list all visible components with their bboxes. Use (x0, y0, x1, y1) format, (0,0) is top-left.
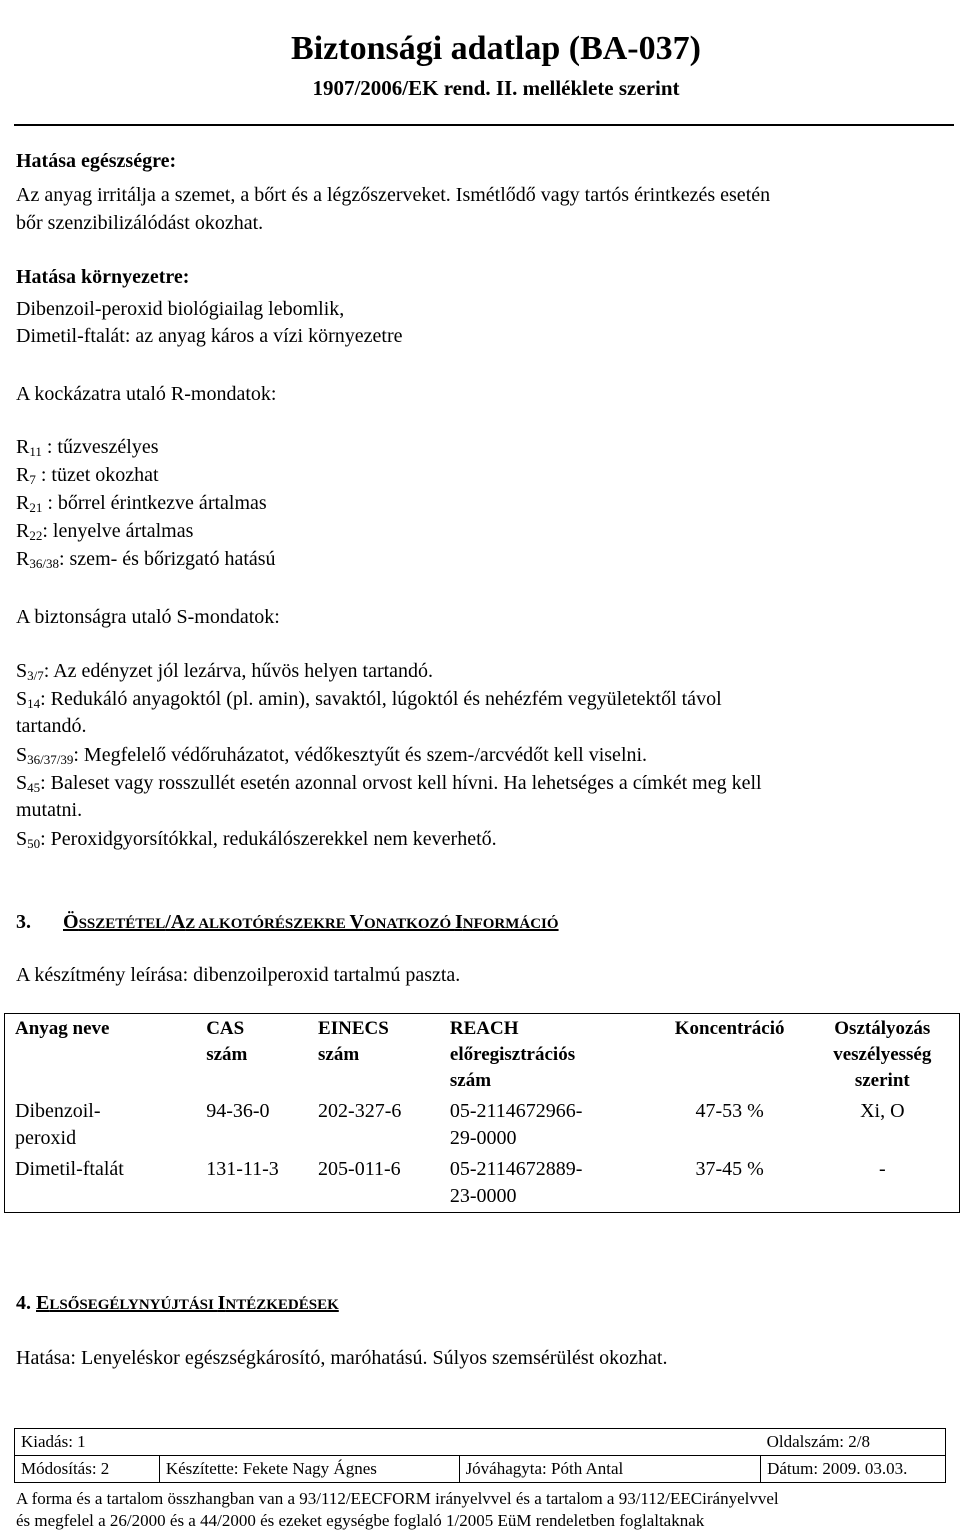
cas-number: 131-11-3 (206, 1158, 279, 1180)
header-reach: REACH előregisztrációs szám (449, 1018, 576, 1091)
health-heading: Hatása egészségre: (16, 150, 177, 172)
header-concentration: Koncentráció (674, 1018, 785, 1039)
composition-table (4, 1013, 960, 1213)
s-phrase-45-cont: mutatni. (16, 799, 83, 821)
r-phrase-36-38: $R_{36/38}$: szem- és bőrizgató hatású (16, 548, 276, 571)
header-classification: Osztályozás veszélyesség szerint (833, 1018, 932, 1091)
section-4-heading (16, 1290, 339, 1319)
substance-name: Dimetil-ftalát (15, 1158, 124, 1180)
section-4-number: 4. (16, 1292, 31, 1314)
footer-approved-by: Jóváhagyta: Póth Antal (459, 1456, 761, 1483)
table-row (5, 1154, 960, 1213)
environment-text-line-2: Dimetil-ftalát: az anyag káros a vízi környezetre (16, 325, 403, 347)
footer-note-line-1: A forma és a tartalom összhangban van a 93/112/EECFORM irányelvvel és a tartalom a 93/112/EECirányelvvel (16, 1489, 779, 1508)
r-phrase-22: $R_{22}$: lenyelve ártalmas (16, 520, 194, 543)
r-phrase-11: $R_{11}$ : tűzveszélyes (16, 436, 159, 459)
s-phrase-3-7: $S_{3/7}$: Az edényzet jól lezárva, hűvös helyen tartandó. (16, 660, 434, 683)
concentration: 37-45 % (695, 1158, 764, 1180)
environment-text-line-1: Dibenzoil-peroxid biológiailag lebomlik, (16, 298, 345, 320)
r-phrase-21: $R_{21}$ : bőrrel érintkezve ártalmas (16, 492, 267, 515)
footer-page-number: Oldalszám: 2/8 (761, 1429, 946, 1456)
section-3-title: ÖSSZETÉTEL/AZ ALKOTÓRÉSZEKRE VONATKOZÓ INFORMÁCIÓ (63, 911, 559, 933)
s-phrase-45: $S_{45}$: Baleset vagy rosszullét esetén azonnal orvost kell hívni. Ha lehetséges a címkét meg kell (16, 772, 762, 795)
preparation-description: A készítmény leírása: dibenzoilperoxid tartalmú paszta. (16, 964, 461, 986)
r-phrase-7: $R_7$ : tüzet okozhat (16, 464, 159, 487)
footer-date: Dátum: 2009. 03.03. (761, 1456, 946, 1483)
document-title: Biztonsági adatlap (BA-037) (291, 30, 701, 67)
s-phrase-36-37-39: $S_{36/37/39}$: Megfelelő védőruházatot, védőkesztyűt és szem-/arcvédőt kell viselni. (16, 744, 648, 767)
footer-prepared-by: Készítette: Fekete Nagy Ágnes (159, 1456, 459, 1483)
s-phrase-14-cont: tartandó. (16, 715, 87, 737)
health-text-line-2: bőr szenzibilizálódást okozhat. (16, 212, 264, 234)
header-divider (14, 124, 954, 126)
header-substance-name: Anyag neve (15, 1018, 110, 1039)
header-cas: CAS szám (206, 1018, 248, 1065)
footer-revision: Módosítás: 2 (15, 1456, 160, 1483)
reach-number: 05-2114672889- 23-0000 (449, 1158, 583, 1207)
health-text-line-1: Az anyag irritálja a szemet, a bőrt és a légzőszerveket. Ismétlődő vagy tartós érintkezés esetén (16, 184, 771, 206)
footer-issue: Kiadás: 1 (15, 1429, 761, 1456)
substance-name: Dibenzoil- peroxid (15, 1100, 101, 1149)
first-aid-effect: Hatása: Lenyeléskor egészségkárosító, maróhatású. Súlyos szemsérülést okozhat. (16, 1347, 668, 1369)
classification: - (878, 1158, 886, 1180)
composition-table-header (5, 1014, 960, 1097)
r-phrases-heading: A kockázatra utaló R-mondatok: (16, 383, 277, 405)
document-subtitle: 1907/2006/EK rend. II. melléklete szerint (312, 76, 680, 100)
s-phrase-14: $S_{14}$: Redukáló anyagoktól (pl. amin), savaktól, lúgoktól és nehézfém vegyületektől távol (16, 688, 722, 711)
classification: Xi, O (860, 1100, 905, 1122)
concentration: 47-53 % (695, 1100, 764, 1122)
s-phrase-50: $S_{50}$: Peroxidgyorsítókkal, redukálószerekkel nem keverhető. (16, 828, 497, 851)
einecs-number: 205-011-6 (318, 1158, 401, 1180)
einecs-number: 202-327-6 (318, 1100, 402, 1122)
footer-note-line-2: és megfelel a 26/2000 és a 44/2000 és ezeket egységbe foglaló 1/2005 EüM rendeletben foglaltaknak (16, 1511, 705, 1530)
reach-number: 05-2114672966- 29-0000 (449, 1100, 583, 1149)
table-row (5, 1096, 960, 1154)
header-einecs: EINECS szám (318, 1018, 389, 1065)
s-phrases-heading: A biztonságra utaló S-mondatok: (16, 606, 280, 628)
section-4-title: ELSŐSEGÉLYNYÚJTÁSI INTÉZKEDÉSEK (36, 1292, 339, 1314)
footer-table (14, 1428, 946, 1483)
environment-heading: Hatása környezetre: (16, 266, 190, 288)
section-3-heading (16, 909, 559, 938)
cas-number: 94-36-0 (206, 1100, 270, 1122)
section-3-number: 3. (16, 911, 31, 933)
